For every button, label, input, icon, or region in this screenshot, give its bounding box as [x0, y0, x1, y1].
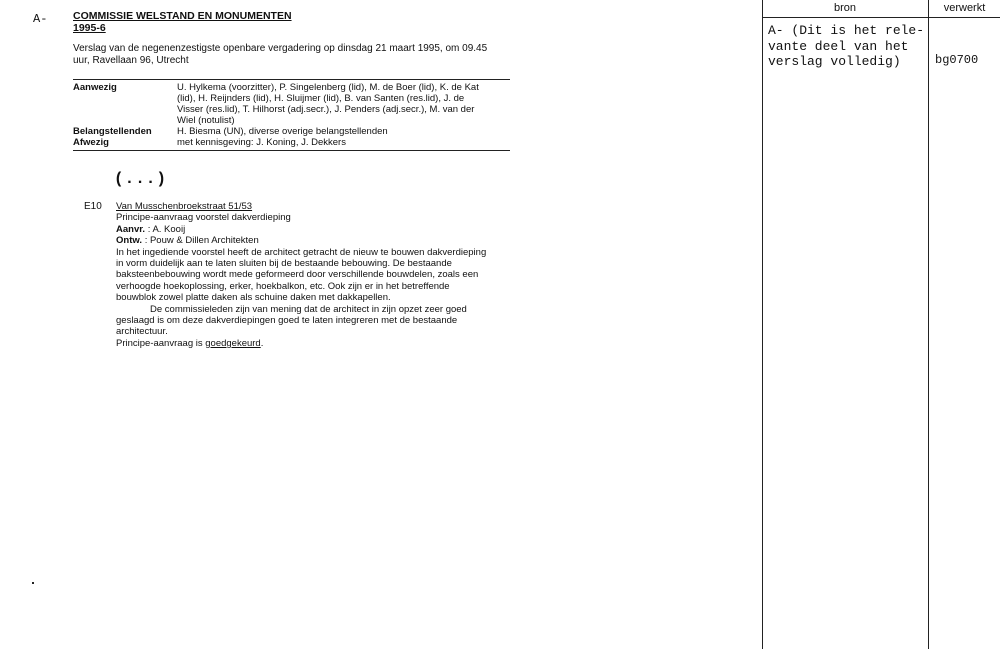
body-line: in vorm duidelijk aan te laten sluiten bij de bestaande bebouwing. De bestaande: [116, 258, 452, 270]
present-line: U. Hylkema (voorzitter), P. Singelenberg (lid), M. de Boer (lid), K. de Kat: [177, 82, 479, 93]
opinion-line: De commissieleden zijn van mening dat de architect in zijn opzet zeer goed: [150, 303, 467, 315]
stakeholders-label: Belangstellenden: [73, 126, 152, 137]
intro-line: Verslag van de negenenzestigste openbare vergadering op dinsdag 21 maart 1995, om 09.45: [73, 43, 488, 54]
bron-note-line: A- (Dit is het rele-: [768, 23, 925, 38]
body-line: In het ingediende voorstel heeft de architect getracht de nieuw te bouwen dakverdieping: [116, 246, 487, 258]
report-intro: [73, 43, 513, 67]
agenda-item-code: E10: [84, 201, 102, 212]
bron-note-line: verslag volledig): [768, 54, 901, 69]
attendance-table: [73, 79, 510, 151]
item-design-line: [116, 235, 526, 246]
item-subject: Principe-aanvraag voorstel dakverdieping: [116, 212, 291, 224]
body-line: verhoogde hoekoplossing, erker, hoekbalkon, etc. Ook zijn er in het betreffende: [116, 280, 450, 292]
present-label: Aanwezig: [73, 82, 117, 93]
item-applicant-line: [116, 224, 526, 235]
stakeholders-list: H. Biesma (UN), diverse overige belangstellenden: [177, 126, 388, 137]
applicant-label: Aanvr.: [116, 223, 146, 235]
attendance-present-row: [73, 82, 510, 126]
absent-label: Afwezig: [73, 137, 109, 148]
design-label: Ontw.: [116, 235, 143, 247]
opinion-line: geslaagd is om deze dakverdiepingen goed te laten integreren met de bestaande: [116, 315, 458, 327]
scan-speck: [32, 582, 34, 584]
omission-ellipsis: (...): [114, 170, 168, 188]
body-line: baksteenbebouwing wordt mede geformeerd door verschillende bouwdelen, zoals een: [116, 269, 479, 281]
column-header-verwerkt: verwerkt: [943, 2, 986, 14]
present-line: (lid), H. Reijnders (lid), H. Sluijmer (lid), B. van Santen (res.lid), J. de: [177, 93, 465, 104]
verwerkt-code: bg0700: [935, 53, 979, 67]
present-line: Visser (res.lid), T. Hilhorst (adj.secr.), J. Penders (adj.secr.), M. van der: [177, 104, 475, 115]
decision-prefix: Principe-aanvraag is: [116, 337, 206, 349]
committee-title: COMMISSIE WELSTAND EN MONUMENTEN: [73, 10, 292, 22]
decision-line: [116, 338, 526, 349]
agenda-item: [116, 201, 526, 349]
attendance-absent-row: [73, 137, 510, 148]
column-divider-verwerkt: [928, 0, 929, 649]
absent-list: met kennisgeving: J. Koning, J. Dekkers: [177, 137, 346, 148]
applicant-value: : A. Kooij: [147, 223, 186, 235]
decision-value: goedgekeurd: [205, 337, 261, 349]
margin-marker: A-: [33, 12, 48, 26]
attendance-stakeholders-row: [73, 126, 510, 137]
design-value: : Pouw & Dillen Architekten: [144, 235, 259, 247]
bron-note-line: vante deel van het: [768, 38, 909, 54]
column-divider-bron: [762, 0, 763, 649]
present-line: Wiel (notulist): [177, 115, 235, 126]
bron-note: [768, 23, 926, 70]
intro-line: uur, Ravellaan 96, Utrecht: [73, 55, 189, 66]
document-number: 1995-6: [73, 22, 106, 34]
opinion-line: architectuur.: [116, 326, 168, 338]
table-header-rule: [762, 17, 1000, 18]
body-line: bouwblok zowel platte daken als schuine daken met dakkapellen.: [116, 292, 391, 304]
decision-suffix: .: [260, 337, 264, 349]
present-list: [177, 82, 510, 126]
item-address: Van Musschenbroekstraat 51/53: [116, 201, 253, 212]
column-header-bron: bron: [833, 2, 857, 14]
